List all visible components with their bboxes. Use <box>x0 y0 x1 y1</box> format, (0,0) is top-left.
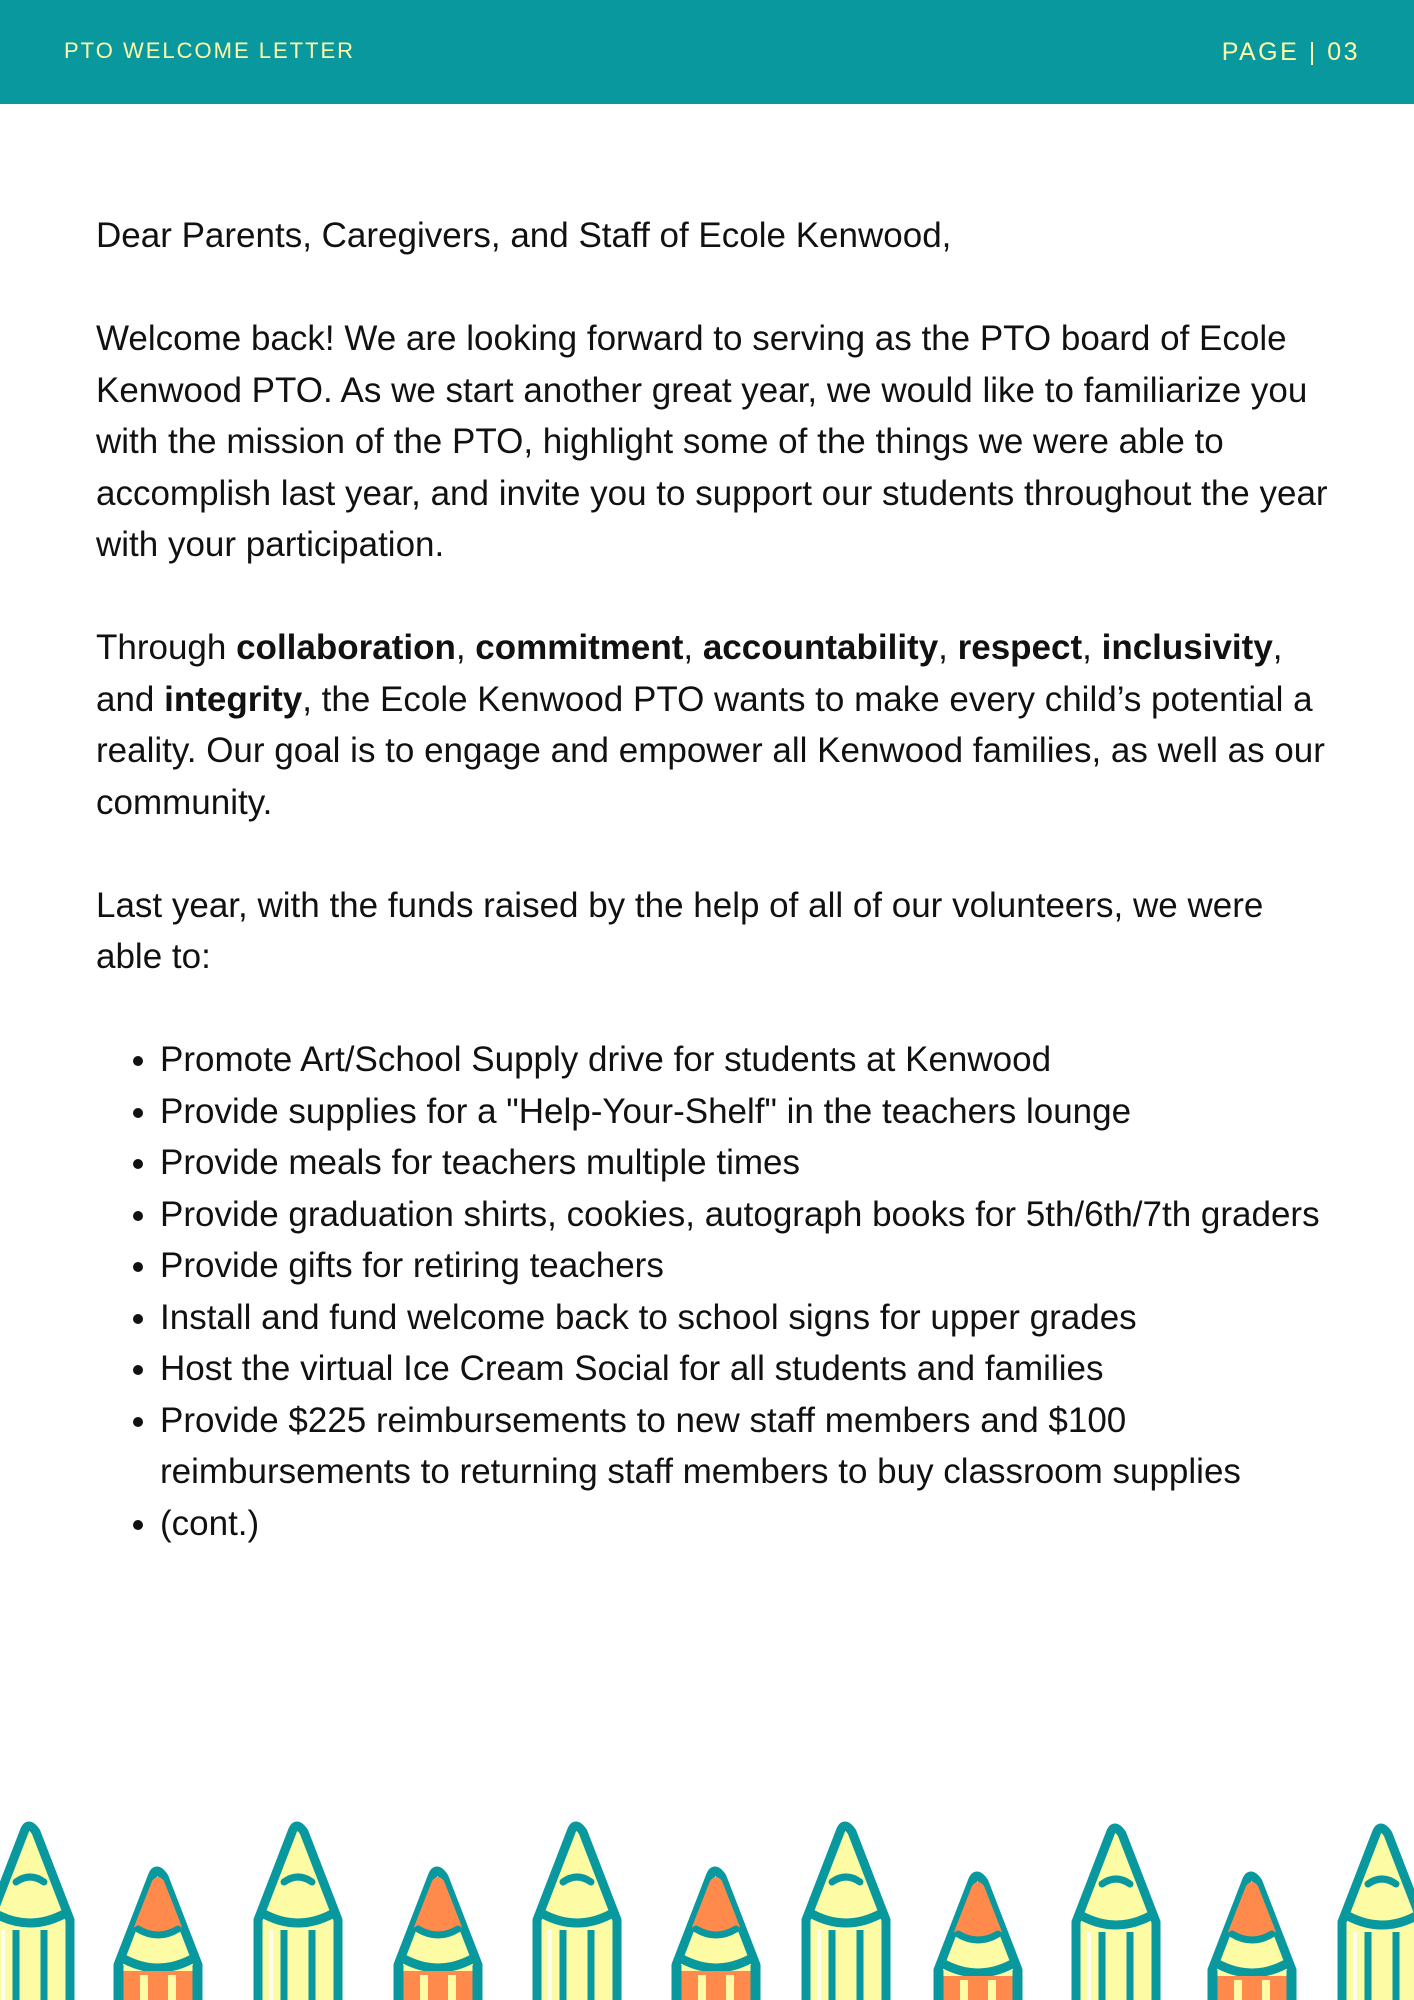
pencil-yellow-icon <box>1342 1828 1414 2000</box>
pencil-orange-icon <box>398 1871 478 2000</box>
list-item: • Provide graduation shirts, cookies, autograph books for 5th/6th/7th graders <box>160 1189 1336 1241</box>
mission-separator: , <box>683 628 703 667</box>
mission-separator: , <box>1082 628 1102 667</box>
last-year-intro: Last year, with the funds raised by the help of all of our volunteers, we were able to: <box>96 885 1264 976</box>
document-title: PTO WELCOME LETTER <box>64 38 356 63</box>
value-accountability: accountability <box>702 628 939 667</box>
mission-rest: , the Ecole Kenwood PTO wants to make every child’s potential a reality. Our goal is to engage and empower all Kenwood families, as well as our community. <box>96 679 1325 822</box>
list-item: • Provide $225 reimbursements to new staff members and $100 reimbursements to returning staff members to buy classroom supplies <box>160 1395 1336 1498</box>
value-integrity: integrity <box>164 679 303 719</box>
page-number: PAGE | 03 <box>1221 38 1360 66</box>
pencil-yellow-icon <box>537 1826 617 2000</box>
salutation: Dear Parents, Caregivers, and Staff of Ecole Kenwood, <box>96 216 952 255</box>
letter-body <box>96 210 1336 1549</box>
pencil-yellow-icon <box>258 1826 338 2000</box>
mission-separator: , <box>455 628 476 667</box>
pencil-yellow-icon <box>1076 1828 1156 2000</box>
pencil-orange-icon <box>1212 1876 1292 2000</box>
mission-through: Through <box>96 628 237 667</box>
pencil-orange-icon <box>118 1871 198 2000</box>
value-respect: respect <box>957 628 1083 667</box>
pencil-yellow-icon <box>806 1826 886 2000</box>
value-collaboration: collaboration <box>236 628 456 667</box>
value-inclusivity: inclusivity <box>1101 628 1273 667</box>
value-commitment: commitment <box>475 628 684 667</box>
intro-paragraph: Welcome back! We are looking forward to serving as the PTO board of Ecole Kenwood PTO. As we start another great year, we would like to familiarize you with the mission of the PTO, highlight some of the things we were able to accomplish last year, and invite you to support our students throughout the year with your participation. <box>96 319 1328 564</box>
list-item: • (cont.) <box>160 1498 1336 1550</box>
list-item: • Host the virtual Ice Cream Social for all students and families <box>160 1343 1336 1395</box>
pencil-border <box>0 1800 1414 2000</box>
mission-separator: , <box>938 628 958 667</box>
list-item: • Install and fund welcome back to school signs for upper grades <box>160 1292 1336 1344</box>
list-item: • Promote Art/School Supply drive for students at Kenwood <box>160 1034 1336 1086</box>
mission-separator: , and <box>96 628 1283 719</box>
pencil-orange-icon <box>676 1871 756 2000</box>
list-item: • Provide meals for teachers multiple times <box>160 1137 1336 1189</box>
list-item: • Provide supplies for a "Help-Your-Shelf" in the teachers lounge <box>160 1086 1336 1138</box>
header-bar <box>0 0 1414 104</box>
pencil-orange-icon <box>938 1876 1018 2000</box>
accomplishments-list <box>96 1034 1336 1549</box>
pencil-yellow-icon <box>0 1826 70 2000</box>
mission-paragraph <box>96 622 1336 828</box>
list-item: • Provide gifts for retiring teachers <box>160 1240 1336 1292</box>
